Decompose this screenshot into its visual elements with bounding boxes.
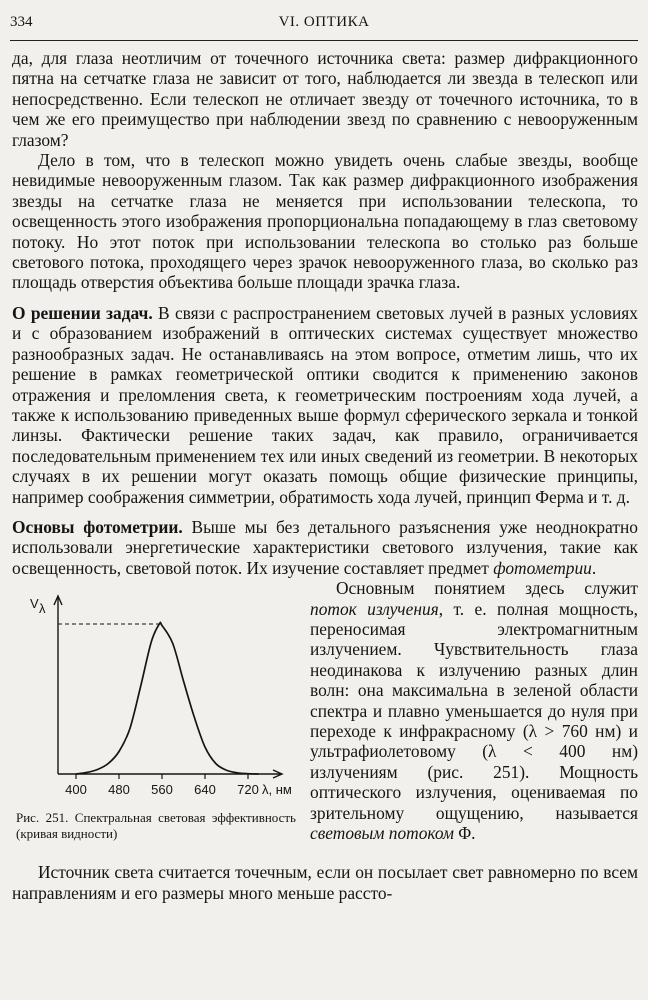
paragraph-2: Дело в том, что в телескоп можно увидеть очень слабые звезды, вообще невидимые невооруженным глазом. Так как размер дифракционного изображения звезды на сетчатке глаза не меняется при использовании телескопа, то освещенность этого изображения пропорциональна попадающему в глаз световому потоку. Но этот поток при использовании телескопа во столько раз больше светового потока, проходящего через зрачок невооруженного глаза, во сколько раз площадь отверстия объектива больше площади зрачка глаза. (12, 150, 638, 293)
paragraph-photometry (12, 517, 638, 578)
x-axis-label: λ, нм (262, 782, 292, 798)
paragraph-4-text-a: Выше мы без детального разъяснения уже неоднократно использовали энергетические характеристики светового излучения, такие как освещенность, световой поток. Их изучение составляет предмет (12, 516, 638, 578)
x-tick-label: 480 (108, 782, 130, 798)
running-title: VI. ОПТИКА (278, 14, 370, 30)
paragraph-5-text-a: Основным понятием здесь служит (336, 578, 638, 599)
paragraph-6: Источник света считается точечным, если он посылает свет равномерно по всем направлениям и его размеры много меньше рассто- (12, 862, 638, 903)
x-tick-label: 560 (151, 782, 173, 798)
visibility-curve-line (76, 623, 259, 775)
paragraph-5-text-c: Φ. (454, 823, 476, 844)
paragraph-5-text-b: , т. е. полная мощность, переносимая электромагнитным излучением. Чувствительность глаза неодинакова к излучению разных длин волн: она максимальна в зеленой области спектра и плавно уменьшается до нуля при переходе к инфракрасному (λ > 760 нм) и ультрафиолетовому (λ < 400 нм) излучениям (рис. 251). Мощность оптического излучения, оцениваемая по зрительному ощущению, называется (310, 598, 639, 823)
paragraph-problem-solving (12, 303, 638, 507)
visibility-curve-chart (12, 578, 298, 804)
term-luminous-flux: световым потоком (310, 823, 455, 844)
section-head-photometry: Основы фотометрии. (12, 516, 183, 537)
term-photometry: фотометрии (493, 557, 592, 578)
paragraph-3-text: В связи с распространением световых лучей в разных условиях и с образованием изображений в оптических системах существует множество разнообразных задач. Не останавливаясь на этом вопросе, отметим лишь, что их решение в рамках геометрической оптики сводится к применению законов отражения и преломления света, к геометрическим построениям хода лучей, а также к использованию приведенных выше формул сферического зеркала и тонкой линзы. Фактически решение таких задач, как правило, ограничивается последовательным применением тех или иных сведений из геометрии. В некоторых случаях в их решении могут оказать помощь общие физические принципы, например соображения симметрии, обратимость хода лучей, принцип Ферма и т. д. (12, 302, 638, 507)
page-body (12, 48, 638, 903)
page-header (10, 14, 638, 38)
paragraph-4-text-b: . (591, 557, 597, 578)
term-radiant-flux: поток излучения (310, 598, 439, 619)
page-number: 334 (10, 14, 33, 30)
y-axis-label-subscript: λ (39, 601, 46, 617)
header-rule (10, 40, 638, 41)
x-tick-label: 720 (237, 782, 259, 798)
figure-caption: Рис. 251. Спектральная световая эффективность (кривая видности) (16, 810, 296, 842)
x-tick-label: 640 (194, 782, 216, 798)
y-axis-label: V (30, 596, 39, 612)
paragraph-1: да, для глаза неотличим от точечного источника света: размер дифракционного пятна на сетчатке глаза не зависит от того, наблюдается ли звезда в телескоп или непосредственно. Если телескоп не отличает звезду от точечного источника, то в чем же его преимущество при наблюдении звезд по сравнению с невооруженным глазом? (12, 48, 638, 150)
x-tick-label: 400 (65, 782, 87, 798)
section-head-problems: О решении задач. (12, 302, 153, 323)
figure-251 (12, 578, 298, 862)
